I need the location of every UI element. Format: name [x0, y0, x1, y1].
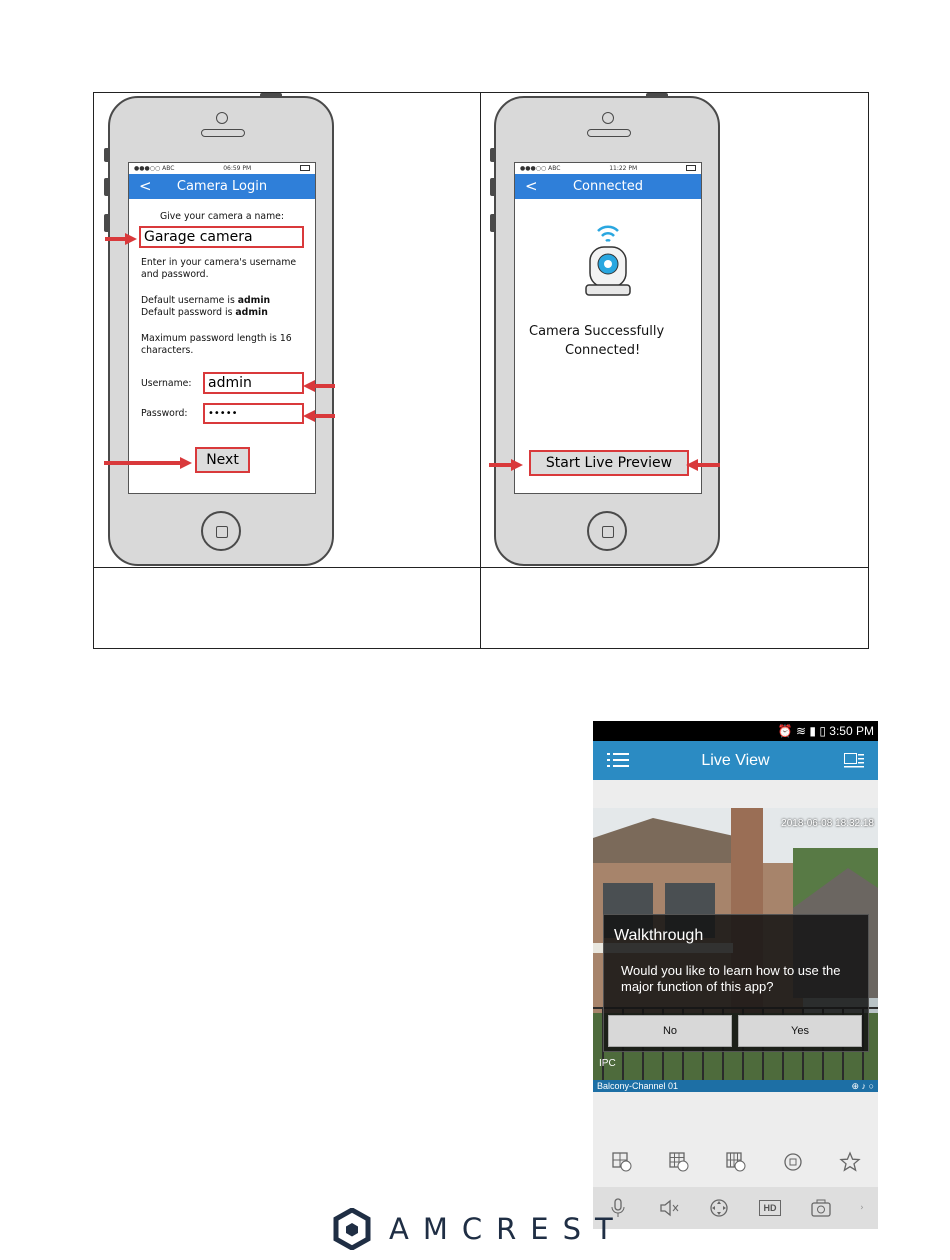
earpiece-speaker [201, 129, 245, 137]
close-circle-icon[interactable]: ○ [868, 1081, 874, 1091]
volume-down-button [104, 214, 108, 232]
arrow-to-name-input [105, 233, 137, 245]
wifi-icon: ≋ [795, 724, 807, 738]
arrow-to-password [303, 410, 335, 422]
status-time: 06:59 PM [223, 165, 252, 172]
back-chevron-icon[interactable]: < [139, 177, 152, 195]
table-cell-caption-left [94, 568, 481, 648]
max-length-line-2: characters. [141, 345, 194, 356]
more-arrow-icon[interactable]: › [860, 1203, 864, 1213]
name-prompt: Give your camera a name: [160, 211, 285, 222]
password-input[interactable]: ••••• [203, 403, 304, 424]
volume-up-button [104, 178, 108, 196]
page-title: Live View [701, 752, 770, 769]
favorite-star-icon[interactable] [839, 1151, 861, 1173]
next-button[interactable]: Next [195, 447, 250, 473]
power-button [646, 93, 668, 97]
nav-title: Connected [572, 179, 643, 194]
instruction-line-2: and password. [141, 269, 209, 280]
amcrest-hexagon-logo-icon [333, 1208, 371, 1250]
home-button [587, 511, 627, 551]
wifi-camera-icon [581, 221, 635, 299]
camera-video-feed[interactable] [593, 808, 878, 1092]
status-bar [515, 163, 701, 174]
front-camera [216, 112, 228, 124]
arrow-to-start-preview-left [489, 459, 523, 471]
status-time: 3:50 PM [829, 724, 874, 738]
default-username-text: Default username is admin [141, 295, 271, 306]
device-list-icon[interactable] [844, 752, 864, 768]
battery-icon: ▯ [819, 724, 826, 738]
mic-small-icon[interactable]: ♪ [861, 1081, 867, 1091]
carrier-signal: ●●●○○ ABC [134, 165, 175, 172]
connected-screen [514, 162, 702, 494]
nav-bar [515, 174, 701, 199]
control-bar [593, 1187, 878, 1229]
ipc-label: IPC [599, 1058, 616, 1069]
dialog-title: Walkthrough [614, 927, 704, 944]
username-label: Username: [141, 378, 192, 389]
power-button [260, 93, 282, 97]
table-cell-caption-right [481, 568, 868, 648]
channel-controls [851, 1080, 874, 1092]
android-status-bar [593, 721, 878, 741]
video-timestamp: 2018-06-08 18:32:18 [781, 818, 874, 829]
arrow-to-next-button [104, 457, 192, 469]
signal-icon: ▮ [809, 724, 816, 738]
channel-name: Balcony-Channel 01 [597, 1081, 679, 1091]
android-live-view-screenshot [593, 721, 878, 1229]
phone-connected [494, 96, 720, 566]
carrier-signal: ●●●○○ ABC [520, 165, 561, 172]
stop-icon[interactable] [782, 1151, 804, 1173]
front-camera [602, 112, 614, 124]
arrow-to-start-preview-right [686, 459, 720, 471]
zoom-icon[interactable]: ⊕ [851, 1081, 860, 1091]
back-chevron-icon[interactable]: < [525, 177, 538, 195]
hd-icon[interactable]: HD [759, 1200, 781, 1216]
nav-title: Camera Login [176, 179, 268, 194]
status-bar [129, 163, 315, 174]
menu-list-icon[interactable] [607, 752, 629, 768]
dialog-no-button[interactable]: No [608, 1015, 732, 1047]
volume-up-button [490, 178, 494, 196]
live-view-header [593, 741, 878, 780]
status-time: 11:22 PM [609, 165, 638, 172]
phone-camera-login [108, 96, 334, 566]
layout-9-icon[interactable] [668, 1151, 690, 1173]
instruction-line-1: Enter in your camera's username [141, 257, 297, 268]
dialog-message: Would you like to learn how to use the major function of this app? [621, 963, 841, 994]
password-label: Password: [141, 408, 188, 419]
logo-wordmark: AMCREST [389, 1212, 627, 1246]
dialog-yes-button[interactable]: Yes [738, 1015, 862, 1047]
success-message-line-2: Connected! [565, 343, 641, 358]
volume-down-button [490, 214, 494, 232]
mute-icon[interactable] [658, 1197, 680, 1219]
nav-bar [129, 174, 315, 199]
table-cell-right-phone [481, 93, 868, 568]
layout-16-icon[interactable] [725, 1151, 747, 1173]
snapshot-icon[interactable] [810, 1197, 832, 1219]
battery-icon [300, 165, 310, 171]
arrow-to-username [303, 380, 335, 392]
mute-switch [490, 148, 494, 162]
max-length-line-1: Maximum password length is 16 [141, 333, 292, 344]
channel-bar [593, 1080, 878, 1092]
table-cell-left-phone [94, 93, 481, 568]
home-button [201, 511, 241, 551]
instruction-table [93, 92, 869, 649]
ptz-icon[interactable] [708, 1197, 730, 1219]
camera-name-input[interactable]: Garage camera [139, 226, 304, 248]
layout-4-icon[interactable] [611, 1151, 633, 1173]
default-password-text: Default password is admin [141, 307, 268, 318]
alarm-icon: ⏰ [777, 724, 793, 738]
username-input[interactable]: admin [203, 372, 304, 394]
camera-login-screen [128, 162, 316, 494]
layout-toolbar [593, 1141, 878, 1183]
walkthrough-dialog [603, 914, 869, 1052]
mute-switch [104, 148, 108, 162]
earpiece-speaker [587, 129, 631, 137]
battery-icon [686, 165, 696, 171]
start-live-preview-button[interactable]: Start Live Preview [529, 450, 689, 476]
success-message-line-1: Camera Successfully [529, 324, 665, 339]
amcrest-logo [333, 1206, 627, 1252]
